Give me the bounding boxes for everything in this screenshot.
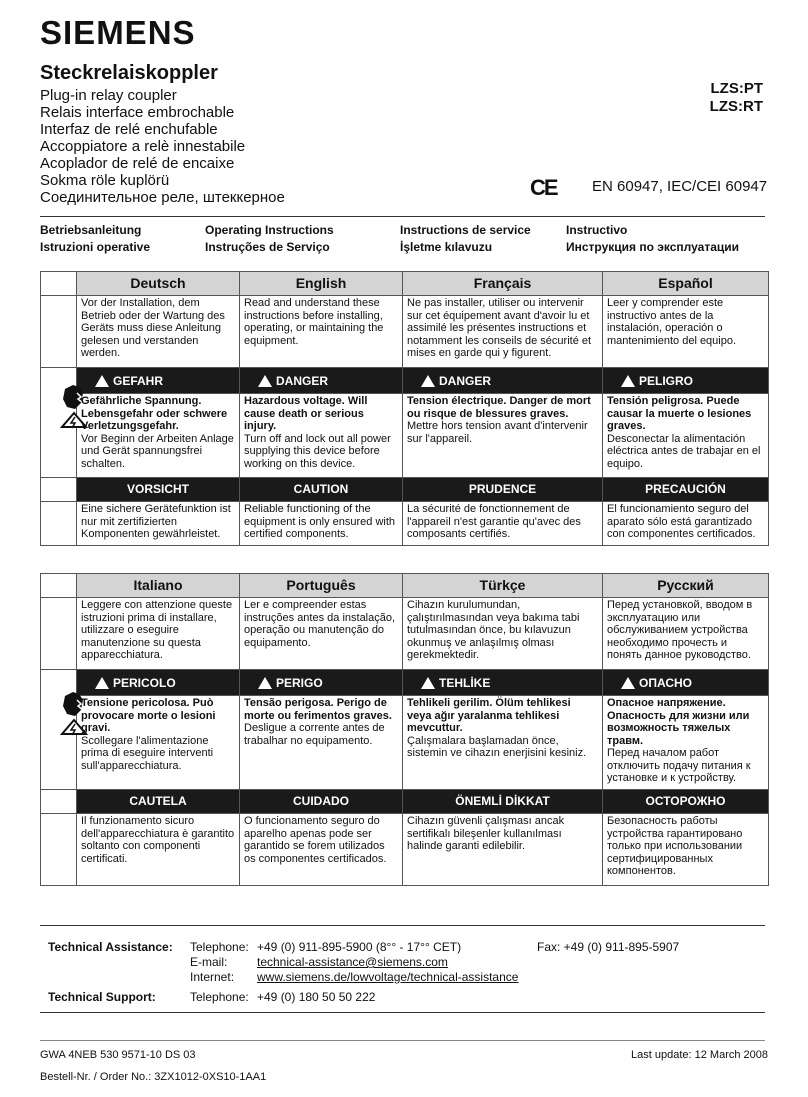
lang-header: Français bbox=[403, 272, 603, 296]
lang-header: Italiano bbox=[77, 574, 240, 598]
danger-label: GEFAHR bbox=[113, 374, 164, 389]
warning-triangle-icon bbox=[421, 375, 435, 387]
warning-triangle-icon bbox=[621, 375, 635, 387]
caution-label: PRUDENCE bbox=[403, 478, 603, 502]
warning-triangle-icon bbox=[421, 677, 435, 689]
danger-text: Scollegare l'alimentazione prima di eseguire interventi sull'apparecchiatura. bbox=[81, 734, 214, 772]
caution-text: Eine sichere Gerätefunktion ist nur mit zertifizierten Komponenten gewährleistet. bbox=[77, 502, 240, 546]
manual-label: Instructivo bbox=[566, 223, 628, 237]
danger-label: DANGER bbox=[276, 374, 329, 389]
ce-mark: CE bbox=[530, 175, 557, 200]
caution-text: Il funzionamento sicuro dell'apparecchiatura è garantito soltanto con componenti certificati. bbox=[77, 814, 240, 886]
divider bbox=[40, 216, 765, 217]
telephone-label: Telephone: bbox=[190, 940, 249, 954]
intro-text: Leer y comprender este instructivo antes de la instalación, operación o mantenimiento del equipo. bbox=[603, 296, 769, 368]
caution-text: Cihazın güvenli çalışması ancak sertifikalı bileşenler kullanılması halinde garanti edilebilir. bbox=[403, 814, 603, 886]
intro-text: Read and understand these instructions before installing, operating, or maintaining the equipment. bbox=[240, 296, 403, 368]
lang-header: Deutsch bbox=[77, 272, 240, 296]
safety-table-2 bbox=[40, 573, 769, 886]
danger-text: Перед началом работ отключить подачу питания к установке и к устройству. bbox=[607, 747, 751, 784]
caution-text: Reliable functioning of the equipment is only ensured with certified components. bbox=[240, 502, 403, 546]
caution-text: O funcionamento seguro do aparelho apenas pode ser garantido se forem utilizados os componentes certificados. bbox=[240, 814, 403, 886]
danger-text: Desligue a corrente antes de trabalhar no equipamento. bbox=[244, 722, 385, 747]
internet-link[interactable]: www.siemens.de/lowvoltage/technical-assistance bbox=[257, 970, 519, 984]
subtitle-en: Plug-in relay coupler bbox=[40, 87, 177, 104]
danger-bold-text: Tehlikeli gerilim. Ölüm tehlikesi veya ağır yaralanma tehlikesi mevcuttur. bbox=[407, 697, 571, 734]
lang-header: Español bbox=[603, 272, 769, 296]
intro-text: Ne pas installer, utiliser ou intervenir sur cet équipement avant d'avoir lu et assimilé les présentes instructions et notamment les conseils de sécurité et mises en garde qui y figurent. bbox=[403, 296, 603, 368]
danger-bold-text: Опасное напряжение. Опасность для жизни или возможность тяжелых травм. bbox=[607, 697, 750, 747]
model-rt: LZS:RT bbox=[709, 98, 763, 115]
subtitle-ru: Соединительное реле, штеккерное bbox=[40, 189, 285, 206]
email-link[interactable]: technical-assistance@siemens.com bbox=[257, 955, 448, 969]
danger-text: Turn off and lock out all power supplying this device before working on this device. bbox=[244, 432, 391, 470]
lang-header: Русский bbox=[603, 574, 769, 598]
warning-triangle-icon bbox=[95, 677, 109, 689]
lang-header: English bbox=[240, 272, 403, 296]
danger-label: PERIGO bbox=[276, 676, 323, 691]
manual-label: Operating Instructions bbox=[205, 223, 334, 237]
danger-text: Çalışmalara başlamadan önce, sistemin ve cihazın enerjisini kesiniz. bbox=[407, 734, 587, 759]
intro-text: Ler e compreender estas instruções antes da instalação, operação ou manutenção do equipamento. bbox=[240, 598, 403, 670]
manual-label: Instructions de service bbox=[400, 223, 531, 237]
caution-text: El funcionamiento seguro del aparato sólo está garantizado con componentes certificados. bbox=[603, 502, 769, 546]
safety-table-1 bbox=[40, 271, 769, 546]
danger-text: Mettre hors tension avant d'intervenir sur l'appareil. bbox=[407, 420, 588, 445]
email-label: E-mail: bbox=[190, 955, 228, 969]
support-telephone-value: +49 (0) 180 50 50 222 bbox=[257, 990, 376, 1004]
warning-triangle-icon bbox=[95, 375, 109, 387]
product-title: Steckrelaiskoppler bbox=[40, 62, 218, 84]
danger-label: ОПАСНО bbox=[639, 676, 692, 691]
danger-text: Vor Beginn der Arbeiten Anlage und Gerät spannungsfrei schalten. bbox=[81, 432, 234, 470]
manual-label: Instruções de Serviço bbox=[205, 240, 330, 254]
caution-label: ÖNEMLİ DİKKAT bbox=[403, 790, 603, 814]
model-pt: LZS:PT bbox=[710, 80, 763, 97]
divider bbox=[40, 925, 765, 926]
intro-text: Vor der Installation, dem Betrieb oder der Wartung des Geräts muss diese Anleitung gelesen und verstanden werden. bbox=[77, 296, 240, 368]
standard-text: EN 60947, IEC/CEI 60947 bbox=[592, 178, 768, 195]
danger-label: PELIGRO bbox=[639, 374, 694, 389]
warning-triangle-icon bbox=[621, 677, 635, 689]
caution-label: ОСТОРОЖНО bbox=[603, 790, 769, 814]
danger-bold-text: Tensione pericolosa. Può provocare morte o lesioni gravi. bbox=[81, 697, 216, 734]
divider bbox=[40, 1040, 765, 1041]
caution-label: CUIDADO bbox=[240, 790, 403, 814]
caution-text: La sécurité de fonctionnement de l'appareil n'est garantie qu'avec des composants certifiés. bbox=[403, 502, 603, 546]
lang-header: Português bbox=[240, 574, 403, 598]
caution-label: VORSICHT bbox=[77, 478, 240, 502]
last-update: Last update: 12 March 2008 bbox=[631, 1049, 768, 1061]
danger-bold-text: Tensión peligrosa. Puede causar la muerte o lesiones graves. bbox=[607, 395, 752, 432]
warning-triangle-icon bbox=[258, 375, 272, 387]
doc-number: GWA 4NEB 530 9571-10 DS 03 bbox=[40, 1049, 196, 1061]
manual-label: Betriebsanleitung bbox=[40, 223, 142, 237]
manual-label: İşletme kılavuzu bbox=[400, 240, 493, 254]
ts-label: Technical Support: bbox=[48, 990, 156, 1004]
fax-value: Fax: +49 (0) 911-895-5907 bbox=[537, 940, 680, 954]
intro-text: Cihazın kurulumundan, çalıştırılmasından veya bakıma tabi tutulmasından önce, bu kılavuzun okunmuş ve anlaşılmış olması gerekmektedir. bbox=[403, 598, 603, 670]
danger-text: Desconectar la alimentación eléctrica antes de trabajar en el equipo. bbox=[607, 432, 761, 470]
telephone-value: +49 (0) 911-895-5900 (8°° - 17°° CET) bbox=[257, 940, 462, 954]
subtitle-tr: Sokma röle kuplörü bbox=[40, 172, 170, 189]
manual-label: Istruzioni operative bbox=[40, 240, 151, 254]
caution-label: PRECAUCIÓN bbox=[603, 478, 769, 502]
danger-bold-text: Tension électrique. Danger de mort ou risque de blessures graves. bbox=[407, 395, 591, 420]
manual-label: Инструкция по эксплуатации bbox=[566, 240, 740, 254]
divider bbox=[40, 1012, 765, 1013]
subtitle-fr: Relais interface embrochable bbox=[40, 104, 235, 121]
caution-text: Безопасность работы устройства гарантировано только при использовании сертифицированных компонентов. bbox=[603, 814, 769, 886]
ta-label: Technical Assistance: bbox=[48, 940, 173, 954]
support-telephone-label: Telephone: bbox=[190, 990, 249, 1004]
subtitle-pt: Acoplador de relé de encaixe bbox=[40, 155, 235, 172]
caution-label: CAUTION bbox=[240, 478, 403, 502]
danger-bold-text: Gefährliche Spannung. Lebensgefahr oder schwere Verletzungsgefahr. bbox=[81, 395, 228, 432]
subtitle-es: Interfaz de relé enchufable bbox=[40, 121, 218, 138]
intro-text: Leggere con attenzione queste istruzioni prima di installare, utilizzare o eseguire manutenzione su questa apparecchiatura. bbox=[77, 598, 240, 670]
caution-label: CAUTELA bbox=[77, 790, 240, 814]
danger-label: DANGER bbox=[439, 374, 492, 389]
lang-header: Türkçe bbox=[403, 574, 603, 598]
danger-label: PERICOLO bbox=[113, 676, 176, 691]
internet-label: Internet: bbox=[190, 970, 235, 984]
warning-triangle-icon bbox=[258, 677, 272, 689]
danger-bold-text: Hazardous voltage. Will cause death or serious injury. bbox=[244, 395, 368, 432]
intro-text: Перед установкой, вводом в эксплуатацию или обслуживанием устройства необходимо прочесть и понять данное руководство. bbox=[603, 598, 769, 670]
siemens-logo: SIEMENS bbox=[40, 14, 196, 51]
danger-bold-text: Tensão perigosa. Perigo de morte ou ferimentos graves. bbox=[244, 697, 392, 722]
order-number: Bestell-Nr. / Order No.: 3ZX1012-0XS10-1AA1 bbox=[40, 1071, 267, 1083]
subtitle-it: Accoppiatore a relè innestabile bbox=[40, 138, 246, 155]
danger-label: TEHLİKE bbox=[439, 676, 491, 691]
